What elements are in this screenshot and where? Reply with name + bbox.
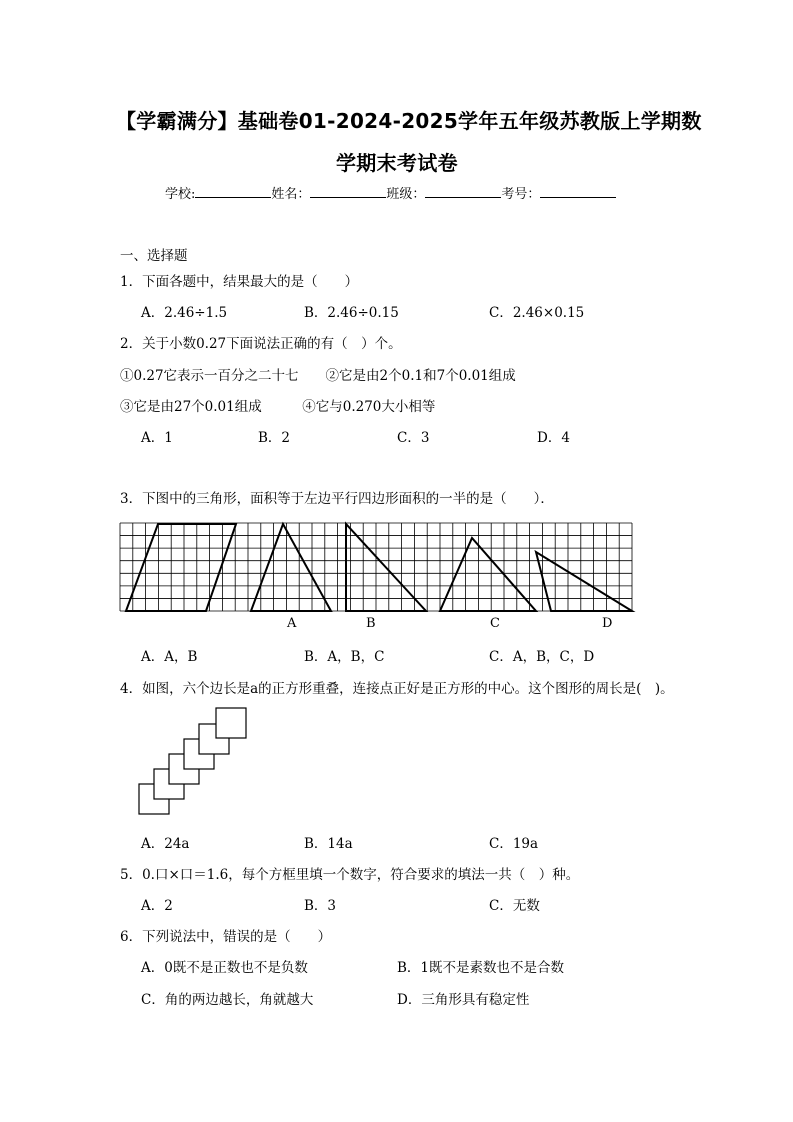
question-1-option-c: C．2.46×0.15 (489, 305, 585, 321)
number-blank (540, 185, 616, 198)
question-1-option-b: B．2.46÷0.15 (304, 305, 399, 321)
school-label: 学校: (165, 187, 196, 202)
question-4-option-b: B．14a (304, 836, 353, 852)
name-blank (310, 185, 386, 198)
school-blank (195, 185, 271, 198)
parallelogram-shape (126, 524, 236, 611)
question-1-stem: 1．下面各题中，结果最大的是（ ） (120, 274, 359, 290)
question-6-option-c: C．角的两边越长，角就越大 (141, 992, 314, 1008)
question-2-option-a: A．1 (141, 430, 173, 446)
question-2-line-2: ③它是由27个0.01组成 ④它与0.270大小相等 (120, 399, 436, 415)
question-6-option-d: D．三角形具有稳定性 (397, 992, 530, 1008)
question-4-stem: 4．如图，六个边长是a的正方形重叠，连接点正好是正方形的中心。这个图形的周长是( )。 (120, 681, 674, 697)
question-3-option-b: B．A，B，C (304, 649, 385, 665)
student-info-line (165, 183, 616, 202)
question-6-option-a: A．0既不是正数也不是负数 (141, 960, 308, 976)
question-5-stem: 5．0.口×口＝1.6，每个方框里填一个数字，符合要求的填法一共（ ）种。 (120, 867, 580, 883)
class-blank (425, 185, 501, 198)
question-3-stem: 3．下图中的三角形，面积等于左边平行四边形面积的一半的是（ ）． (120, 491, 554, 507)
question-5-option-c: C．无数 (489, 898, 540, 914)
page-title-line2: 学期末考试卷 (336, 151, 458, 175)
question-4-option-a: A．24a (141, 836, 190, 852)
section-heading: 一、选择题 (120, 248, 188, 264)
figure-label-c: C (490, 616, 500, 631)
question-4-option-c: C．19a (489, 836, 539, 852)
question-3-option-a: A．A，B (141, 649, 198, 665)
number-label: 考号： (501, 187, 541, 202)
question-4-squares-figure (138, 706, 253, 816)
triangle-c-shape (440, 538, 536, 611)
square-6-shape (216, 708, 246, 738)
question-2-stem: 2．关于小数0.27下面说法正确的有（ ）个。 (120, 336, 402, 352)
question-1-option-a: A．2.46÷1.5 (141, 305, 228, 321)
figure-label-b: B (366, 616, 376, 631)
class-label: 班级： (386, 187, 426, 202)
question-3-grid-figure (120, 521, 635, 613)
question-3-option-c: C．A，B，C，D (489, 649, 595, 665)
question-6-option-b: B．1既不是素数也不是合数 (397, 960, 565, 976)
question-2-option-b: B．2 (258, 430, 291, 446)
page-title-line1: 【学霸满分】基础卷01-2024-2025学年五年级苏教版上学期数 (116, 109, 702, 133)
question-2-option-c: C．3 (397, 430, 430, 446)
triangle-a-shape (251, 524, 331, 611)
figure-label-d: D (602, 616, 613, 631)
question-2-option-d: D．4 (537, 430, 570, 446)
figure-label-a: A (287, 616, 297, 631)
question-5-option-a: A．2 (141, 898, 173, 914)
question-6-stem: 6．下列说法中，错误的是（ ） (120, 929, 332, 945)
question-5-option-b: B．3 (304, 898, 337, 914)
question-2-line-1: ①0.27它表示一百分之二十七 ②它是由2个0.1和7个0.01组成 (120, 368, 516, 384)
name-label: 姓名： (271, 187, 311, 202)
